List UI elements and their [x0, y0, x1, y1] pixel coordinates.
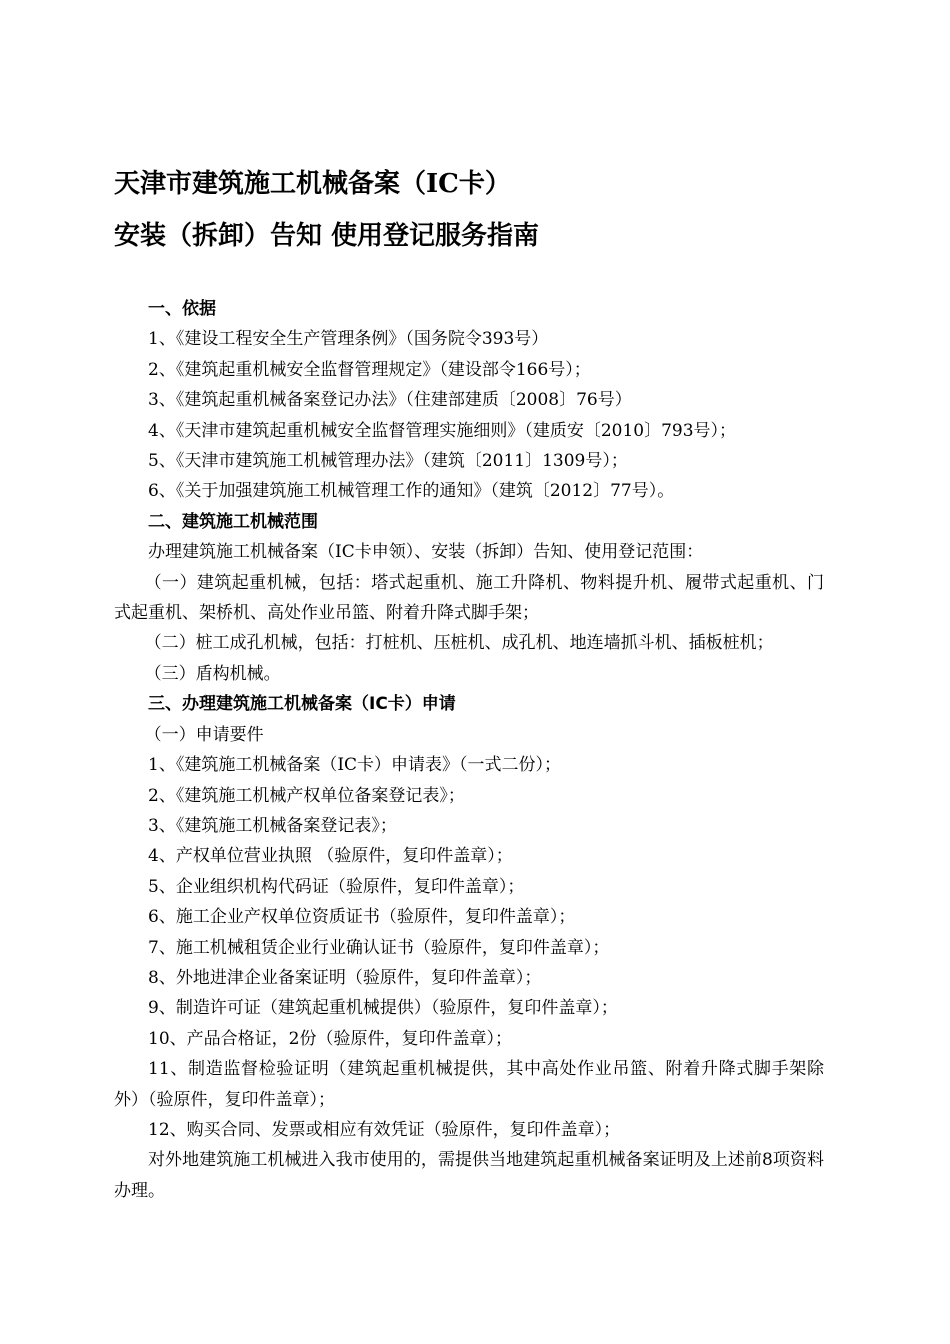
requirement-item: 4、产权单位营业执照 （验原件，复印件盖章）；: [148, 846, 513, 867]
requirement-item: 8、外地进津企业备案证明（验原件，复印件盖章）；: [148, 967, 542, 988]
requirement-item: 1、《建筑施工机械备案（IC卡）申请表》（一式二份）；: [148, 755, 562, 776]
basis-item: 1、《建设工程安全生产管理条例》（国务院令393号）: [148, 329, 549, 350]
section2-heading: 二、建筑施工机械范围: [148, 511, 318, 532]
basis-item: 3、《建筑起重机械备案登记办法》（住建部建质〔2008〕76号）: [148, 390, 632, 411]
scope-intro: 办理建筑施工机械备案（IC卡申领）、安装（拆卸）告知、使用登记范围：: [148, 542, 704, 563]
requirement-item: 6、施工企业产权单位资质证书（验原件，复印件盖章）；: [148, 907, 576, 928]
basis-item: 6、《关于加强建筑施工机械管理工作的通知》（建筑〔2012〕77号）。: [148, 481, 675, 502]
document-title-line2: 安装（拆卸）告知 使用登记服务指南: [114, 221, 540, 251]
scope-item: （二）桩工成孔机械，包括：打桩机、压桩机、成孔机、地连墙抓斗机、插板桩机；: [144, 633, 774, 654]
basis-item: 2、《建筑起重机械安全监督管理规定》（建设部令166号）；: [148, 359, 591, 380]
requirement-item: 12、购买合同、发票或相应有效凭证（验原件，复印件盖章）；: [148, 1119, 621, 1140]
requirement-item: 2、《建筑施工机械产权单位备案登记表》；: [148, 785, 465, 806]
requirement-item: 7、施工机械租赁企业行业确认证书（验原件，复印件盖章）；: [148, 937, 610, 958]
scope-item: （三）盾构机械。: [144, 663, 281, 684]
requirement-note: 对外地建筑施工机械进入我市使用的，需提供当地建筑起重机械备案证明及上述前8项资料办理。: [114, 1150, 824, 1201]
document-body: [114, 294, 824, 1206]
section1-heading: 一、依据: [148, 299, 216, 319]
section3-subheading: （一）申请要件: [144, 724, 264, 745]
requirement-item: 9、制造许可证（建筑起重机械提供）（验原件，复印件盖章）；: [148, 998, 618, 1019]
requirement-item: 5、企业组织机构代码证（验原件，复印件盖章）；: [148, 876, 525, 897]
requirement-item: 3、《建筑施工机械备案登记表》；: [148, 815, 397, 836]
requirement-item: 10、产品合格证，2份（验原件，复印件盖章）；: [148, 1028, 512, 1049]
scope-item: （一）建筑起重机械，包括：塔式起重机、施工升降机、物料提升机、履带式起重机、门式起重机、架桥机、高处作业吊篮、附着升降式脚手架；: [114, 572, 824, 624]
document-title-line1: 天津市建筑施工机械备案（IC卡）: [114, 169, 511, 199]
requirement-item: 11、制造监督检验证明（建筑起重机械提供，其中高处作业吊篮、附着升降式脚手架除外）（验原件，复印件盖章）；: [114, 1059, 824, 1110]
basis-item: 5、《天津市建筑施工机械管理办法》（建筑〔2011〕1309号）；: [148, 451, 628, 472]
basis-item: 4、《天津市建筑起重机械安全监督管理实施细则》（建质安〔2010〕793号）；: [148, 420, 737, 441]
section3-heading: 三、办理建筑施工机械备案（IC卡）申请: [148, 694, 456, 715]
